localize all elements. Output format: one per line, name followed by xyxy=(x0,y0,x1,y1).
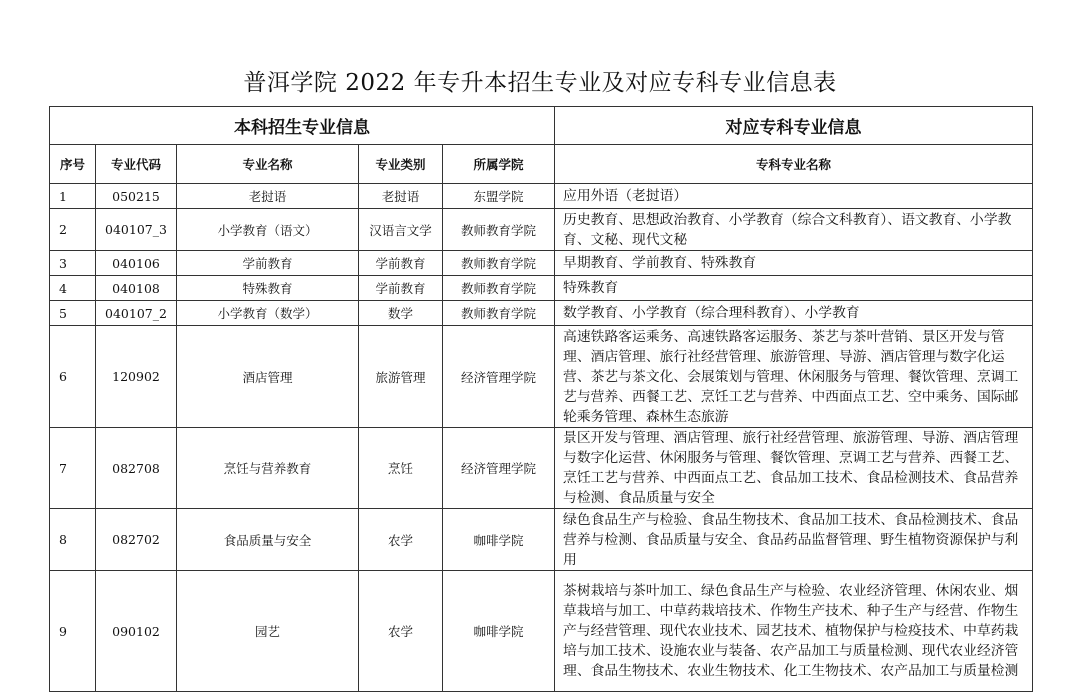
table-row xyxy=(50,571,1033,692)
junior-group-header: 对应专科专业信息 xyxy=(555,107,1033,145)
table-row xyxy=(50,326,1033,428)
row-category: 农学 xyxy=(359,509,443,571)
page-title: 普洱学院 2022 年专升本招生专业及对应专科专业信息表 xyxy=(243,70,837,96)
undergrad-group-header: 本科招生专业信息 xyxy=(50,107,555,145)
table-row xyxy=(50,301,1033,326)
row-category: 汉语言文学 xyxy=(359,209,443,251)
row-code: 050215 xyxy=(96,184,177,209)
row-no: 8 xyxy=(50,509,96,571)
row-category: 烹饪 xyxy=(359,428,443,509)
row-junior-majors: 高速铁路客运乘务、高速铁路客运服务、茶艺与茶叶营销、景区开发与管理、酒店管理、旅行社经营管理、旅游管理、导游、酒店管理与数字化运营、茶艺与茶文化、会展策划与管理、休闲服务与管理、餐饮管理、烹调工艺与营养、西餐工艺、烹饪工艺与营养、中西面点工艺、空中乘务、国际邮轮乘务管理、森林生态旅游 xyxy=(555,326,1033,428)
row-junior-majors: 历史教育、思想政治教育、小学教育（综合文科教育）、语文教育、小学教育、文秘、现代文秘 xyxy=(555,209,1033,251)
row-no: 7 xyxy=(50,428,96,509)
majors-table xyxy=(49,106,1033,692)
row-name: 园艺 xyxy=(177,571,359,692)
row-code: 090102 xyxy=(96,571,177,692)
row-no: 5 xyxy=(50,301,96,326)
row-no: 2 xyxy=(50,209,96,251)
col-header-college: 所属学院 xyxy=(443,145,555,184)
row-category: 数学 xyxy=(359,301,443,326)
row-category: 老挝语 xyxy=(359,184,443,209)
table-row xyxy=(50,184,1033,209)
table-row xyxy=(50,209,1033,251)
row-college: 东盟学院 xyxy=(443,184,555,209)
row-name: 小学教育（语文） xyxy=(177,209,359,251)
row-junior-majors: 景区开发与管理、酒店管理、旅行社经营管理、旅游管理、导游、酒店管理与数字化运营、休闲服务与管理、餐饮管理、烹调工艺与营养、西餐工艺、烹饪工艺与营养、中西面点工艺、食品加工技术、食品检测技术、食品营养与检测、食品质量与安全 xyxy=(555,428,1033,509)
row-name: 酒店管理 xyxy=(177,326,359,428)
row-code: 040108 xyxy=(96,276,177,301)
row-junior-majors: 数学教育、小学教育（综合理科教育）、小学教育 xyxy=(555,301,1033,326)
col-header-junior-majors: 专科专业名称 xyxy=(555,145,1033,184)
row-college: 经济管理学院 xyxy=(443,326,555,428)
col-header-no: 序号 xyxy=(50,145,96,184)
row-name: 学前教育 xyxy=(177,251,359,276)
row-college: 教师教育学院 xyxy=(443,276,555,301)
col-header-code: 专业代码 xyxy=(96,145,177,184)
row-code: 040107_3 xyxy=(96,209,177,251)
row-category: 学前教育 xyxy=(359,276,443,301)
row-code: 120902 xyxy=(96,326,177,428)
table-row xyxy=(50,509,1033,571)
row-no: 9 xyxy=(50,571,96,692)
row-name: 特殊教育 xyxy=(177,276,359,301)
row-no: 3 xyxy=(50,251,96,276)
row-junior-majors: 早期教育、学前教育、特殊教育 xyxy=(555,251,1033,276)
row-category: 旅游管理 xyxy=(359,326,443,428)
row-no: 6 xyxy=(50,326,96,428)
row-junior-majors: 绿色食品生产与检验、食品生物技术、食品加工技术、食品检测技术、食品营养与检测、食品质量与安全、食品药品监督管理、野生植物资源保护与利用 xyxy=(555,509,1033,571)
row-college: 教师教育学院 xyxy=(443,209,555,251)
table-row xyxy=(50,251,1033,276)
row-name: 烹饪与营养教育 xyxy=(177,428,359,509)
row-junior-majors: 特殊教育 xyxy=(555,276,1033,301)
row-junior-majors: 应用外语（老挝语） xyxy=(555,184,1033,209)
col-header-name: 专业名称 xyxy=(177,145,359,184)
row-no: 4 xyxy=(50,276,96,301)
row-code: 082702 xyxy=(96,509,177,571)
row-code: 040107_2 xyxy=(96,301,177,326)
col-header-category: 专业类别 xyxy=(359,145,443,184)
row-college: 咖啡学院 xyxy=(443,509,555,571)
row-college: 教师教育学院 xyxy=(443,251,555,276)
row-college: 教师教育学院 xyxy=(443,301,555,326)
row-no: 1 xyxy=(50,184,96,209)
table-row xyxy=(50,428,1033,509)
row-category: 农学 xyxy=(359,571,443,692)
row-junior-majors: 茶树栽培与茶叶加工、绿色食品生产与检验、农业经济管理、休闲农业、烟草栽培与加工、中草药栽培技术、作物生产技术、种子生产与经营、作物生产与经营管理、现代农业技术、园艺技术、植物保护与检疫技术、中草药栽培与加工技术、设施农业与装备、农产品加工与质量检测、现代农业经济管理、食品生物技术、农业生物技术、化工生物技术、农产品加工与质量检测 xyxy=(555,571,1033,692)
row-code: 082708 xyxy=(96,428,177,509)
row-code: 040106 xyxy=(96,251,177,276)
row-college: 咖啡学院 xyxy=(443,571,555,692)
row-name: 小学教育（数学） xyxy=(177,301,359,326)
table-row xyxy=(50,276,1033,301)
row-name: 老挝语 xyxy=(177,184,359,209)
row-name: 食品质量与安全 xyxy=(177,509,359,571)
row-college: 经济管理学院 xyxy=(443,428,555,509)
row-category: 学前教育 xyxy=(359,251,443,276)
